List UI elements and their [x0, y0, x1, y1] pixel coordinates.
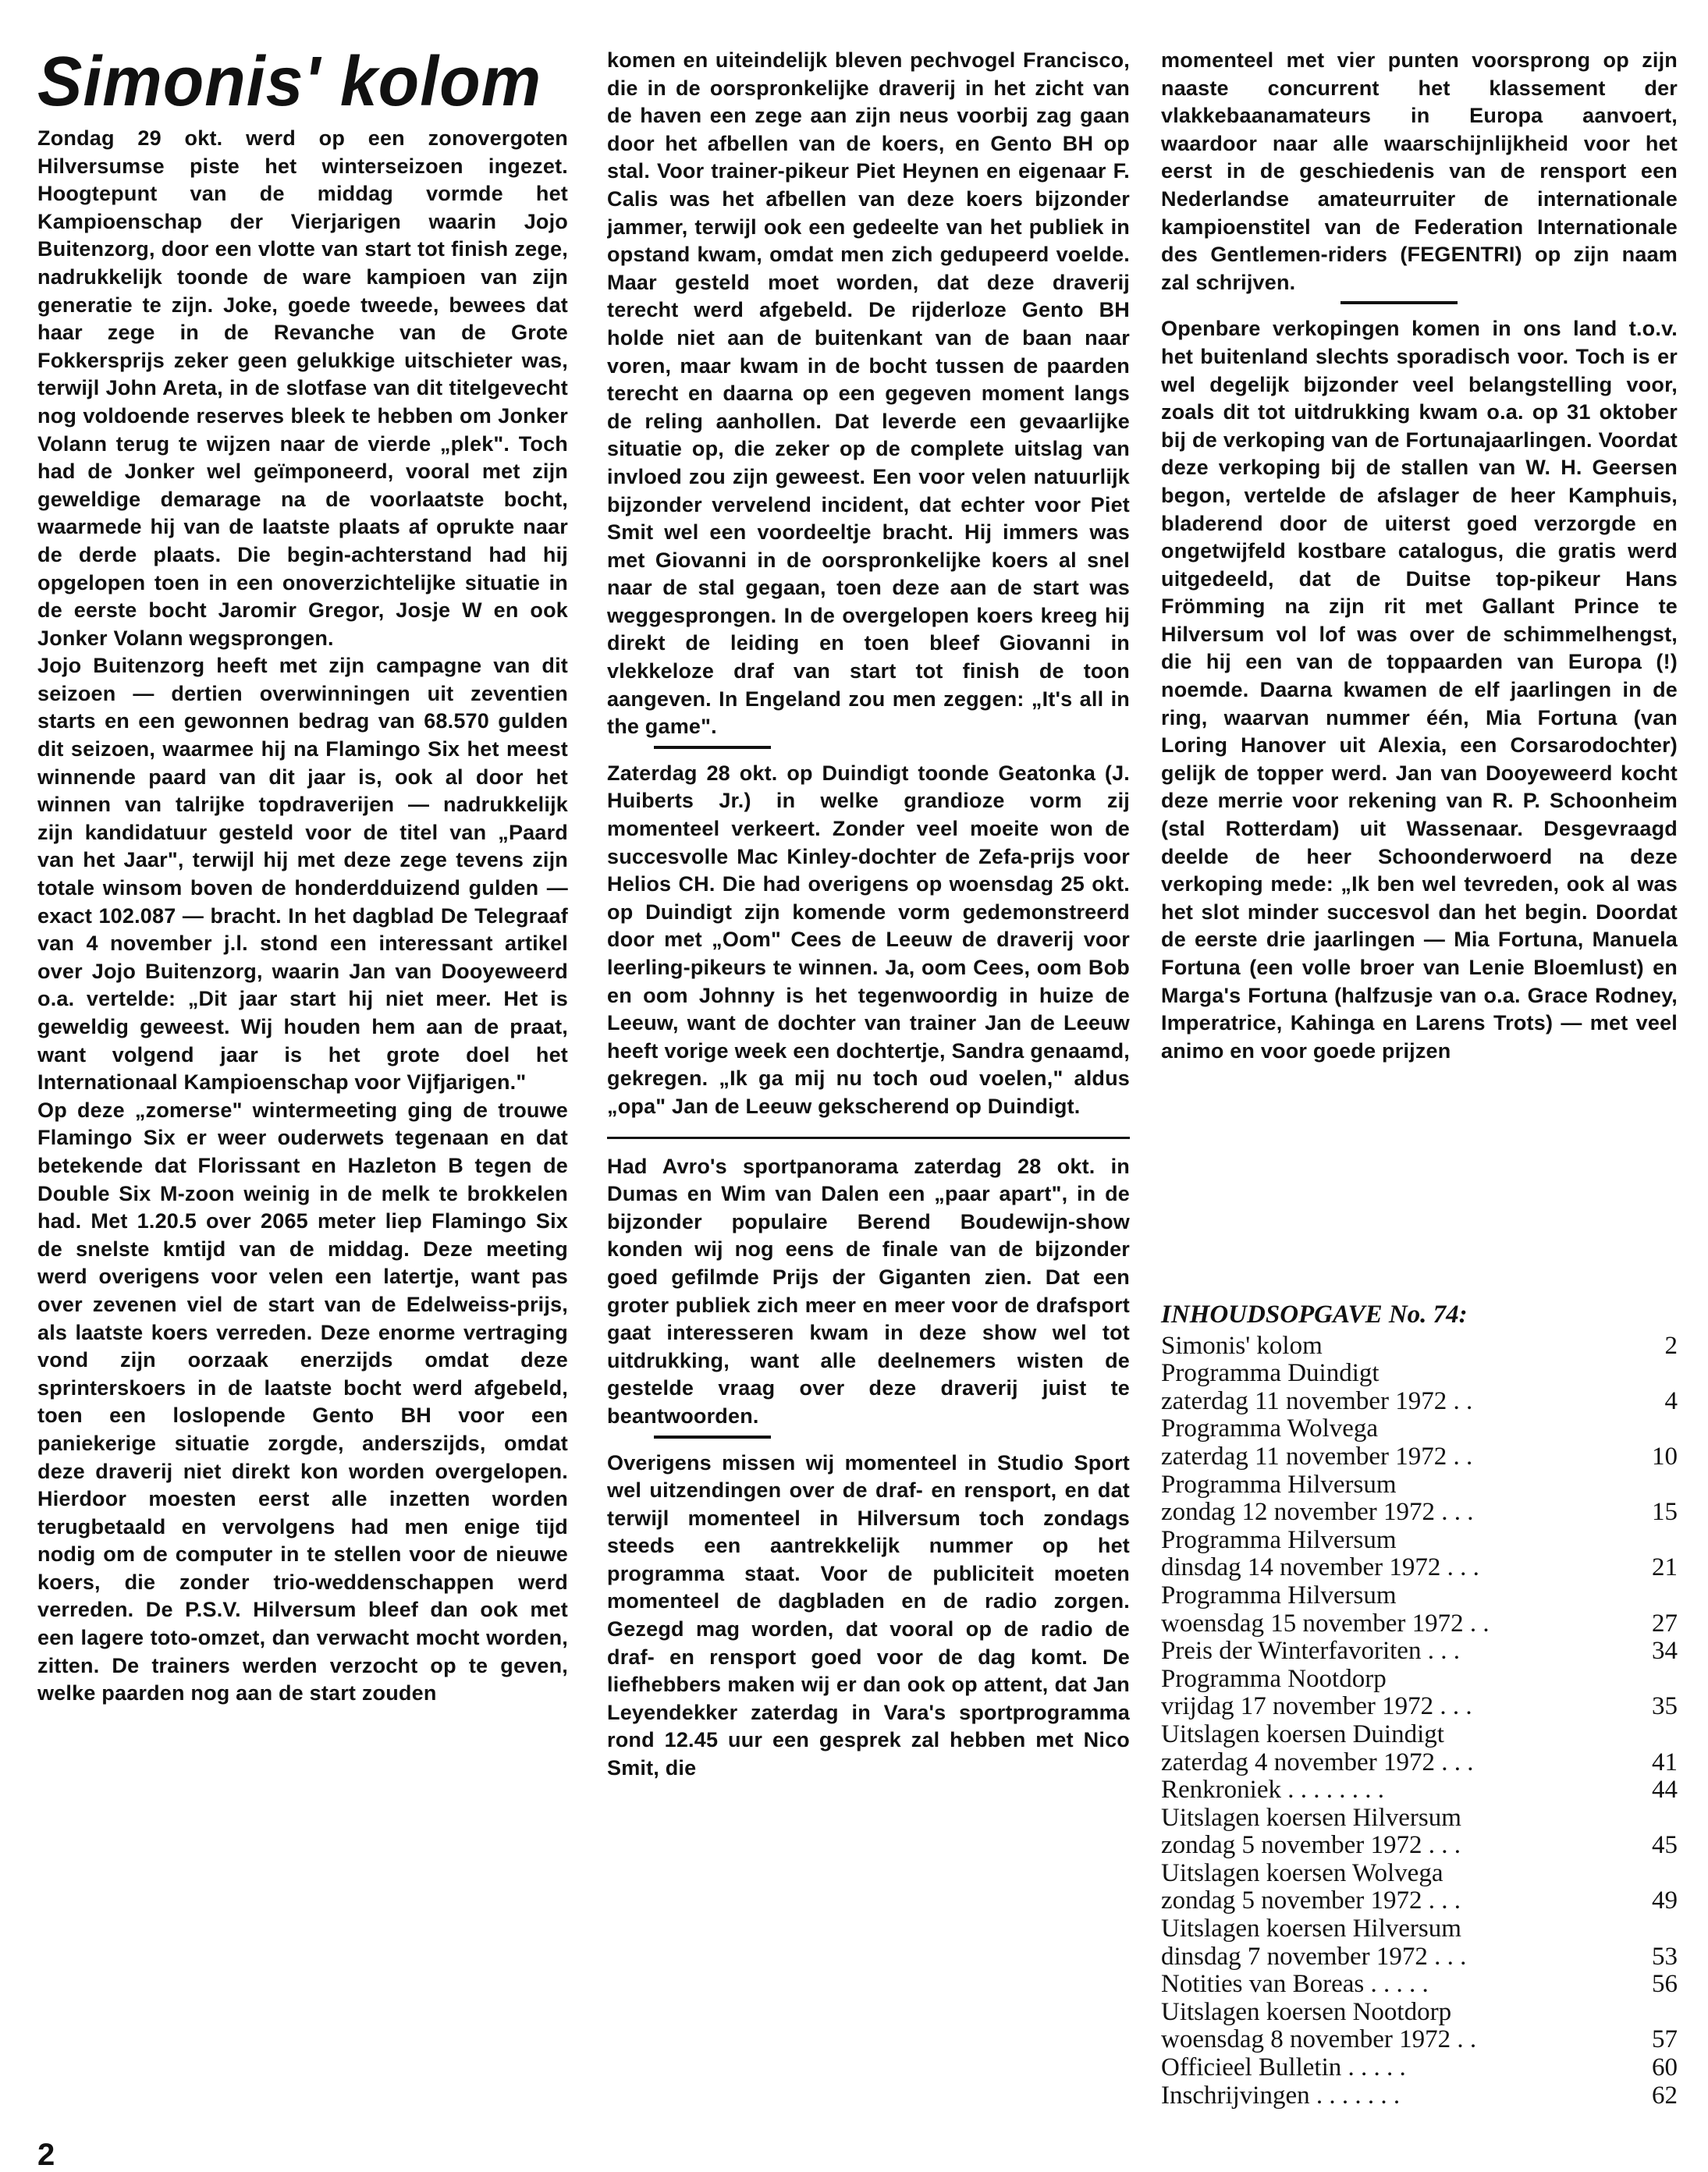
- toc-entry-title: [1161, 1527, 1678, 1555]
- toc-entry-label: Uitslagen koersen Nootdorp: [1161, 1997, 1452, 2026]
- paragraph: Openbare verkopingen komen in ons land t.o.v. het buitenland slechts sporadisch voor. Toch is er wel degelijk bijzonder veel belangstelling voor, zoals dit tot uitdrukking kwam o.a. op 31 oktober bij de verkoping van de Fortunajaarlingen. Voordat deze verkoping bij de stallen van W. H. Geersen begon, vertelde de afslager de heer Kamphuis, bladerend door de uiterst goed verzorgde en ongetwijfeld kostbare catalogus, die gratis werd uitgedeeld, dat de Duitse top-pikeur Hans Frömming na zijn rit met Gallant Prince te Hilversum vol lof was over de schimmelhengst, die hij een van de toppaarden van Europa (!) noemde. Daarna kwamen de elf jaarlingen in de ring, waarvan nummer één, Mia Fortuna (van Loring Hanover uit Alexia, een Corsarodochter) gelijk de topper werd. Jan van Dooyeweerd kocht deze merrie voor rekening van R. P. Schoonheim (stal Rotterdam) uit Wassenaar. Desgevraagd deelde de heer Schoonderwoerd na deze verkoping mede: „Ik ben wel tevreden, ook al was het slot minder succesvol dan het begin. Doordat de eerste drie jaarlingen — Mia Fortuna, Manuela Fortuna (een volle broer van Lenie Bloemlust) en Marga's Fortuna (halfzusje van o.a. Grace Rodney, Imperatrice, Kahinga en Larens Trots) — met veel animo en voor goede prijzen: [1161, 317, 1678, 1063]
- toc-entry: [1161, 2082, 1678, 2110]
- toc-page-number: 27: [1652, 1609, 1678, 1638]
- toc-entry-date: woensdag 8 november 1972 . .: [1161, 2025, 1477, 2054]
- toc-entry-title: [1161, 1860, 1678, 1888]
- toc-page-number: 44: [1652, 1776, 1678, 1805]
- toc-page-number: 53: [1652, 1942, 1678, 1971]
- toc-page-number: 15: [1652, 1498, 1678, 1527]
- toc-page-number: 34: [1652, 1637, 1678, 1666]
- toc-entry-title: [1161, 1915, 1678, 1943]
- toc-entry-date: zondag 12 november 1972 . . .: [1161, 1498, 1474, 1527]
- section-separator: [654, 1436, 771, 1439]
- toc-page-number: 35: [1652, 1692, 1678, 1721]
- toc-entry-date: woensdag 15 november 1972 . .: [1161, 1609, 1490, 1638]
- toc-entry-label: Renkroniek . . . . . . . .: [1161, 1776, 1384, 1805]
- toc-page-number: 10: [1652, 1442, 1678, 1471]
- toc-entry-label: Notities van Boreas . . . . .: [1161, 1970, 1429, 1999]
- toc-entry: [1161, 1610, 1678, 1638]
- toc-entry-label: Inschrijvingen . . . . . . .: [1161, 2081, 1401, 2110]
- toc-entry: [1161, 1693, 1678, 1721]
- article-column-3: [1161, 47, 1678, 1264]
- toc-entry: [1161, 1943, 1678, 1971]
- toc-entry-label: Uitslagen koersen Hilversum: [1161, 1915, 1461, 1943]
- toc-entry: [1161, 2026, 1678, 2054]
- toc-entry-label: Programma Hilversum: [1161, 1581, 1397, 1609]
- toc-entry-label: Programma Duindigt: [1161, 1359, 1380, 1388]
- toc-entry-label: Officieel Bulletin . . . . .: [1161, 2053, 1406, 2082]
- toc-page-number: 56: [1652, 1970, 1678, 1999]
- toc-entry-label: Simonis' kolom: [1161, 1331, 1323, 1360]
- toc-entry-label: Programma Hilversum: [1161, 1470, 1397, 1499]
- toc-entry-label: Uitslagen koersen Wolvega: [1161, 1858, 1443, 1887]
- toc-list: [1161, 1333, 1678, 2110]
- toc-entry-date: vrijdag 17 november 1972 . . .: [1161, 1692, 1472, 1721]
- paragraph: Had Avro's sportpanorama zaterdag 28 okt. in Dumas en Wim van Dalen een „paar apart", in de bijzonder populaire Berend Boudewijn-show konden wij nog eens de finale van de bijzonder goed gefilmde Prijs der Giganten zien. Dat een groter publiek zich meer en meer voor de drafsport gaat interesseren kwam in deze show wel tot uitdrukking, want alle deelnemers wisten de gestelde vraag over deze draverij juist te beantwoorden.: [607, 1154, 1130, 1428]
- toc-entry-label: Programma Hilversum: [1161, 1525, 1397, 1554]
- paragraph: Jojo Buitenzorg heeft met zijn campagne van dit seizoen — dertien overwinningen uit zeventien starts en een gewonnen bedrag van 68.570 gulden dit seizoen, waarmee hij na Flamingo Six het meest winnende paard van dit jaar is, ook al door het winnen van talrijke topdraverijen — nadrukkelijk zijn kandidatuur gesteld voor de titel van „Paard van het Jaar", terwijl hij met deze zege tevens zijn totale winsom boven de honderdduizend gulden — exact 102.087 — bracht. In het dagblad De Telegraaf van 4 november j.l. stond een interessant artikel over Jojo Buitenzorg, waarin Jan van Dooyeweerd o.a. vertelde: „Dit jaar start hij niet meer. Het is geweldig geweest. Wij houden hem aan de praat, want volgend jaar is het grote doel het Internationaal Kampioenschap voor Vijfjarigen.": [37, 654, 568, 1095]
- toc-entry-date: dinsdag 14 november 1972 . . .: [1161, 1553, 1479, 1582]
- toc-entry-date: dinsdag 7 november 1972 . . .: [1161, 1942, 1467, 1971]
- paragraph: Op deze „zomerse" wintermeeting ging de trouwe Flamingo Six er weer ouderwets tegenaan en dat betekende dat Florissant en Hazleton B tegen de Double Six M-zoon weinig in de melk te brokkelen had. Met 1.20.5 over 2065 meter liep Flamingo Six de snelste kmtijd van de middag. Deze meeting werd overigens voor velen een latertje, want pas over zevenen viel de start van de Edelweiss-prijs, als laatste koers verreden. Deze enorme vertraging vond zijn oorzaak enerzijds omdat deze sprinterskoers in de laatste bocht werd afgebeld, toen een loslopende Gento BH voor een paniekerige situatie zorgde, anderszijds, omdat deze draverij niet direkt kon worden overgelopen. Hierdoor moesten eerst alle inzetten worden terugbetaald en vervolgens had men enige tijd nodig om de computer in te stellen voor de nieuwe koers, die zonder trio-weddenschappen werd verreden. De P.S.V. Hilversum bleef dan ook met een lagere toto-omzet, dan verwacht mocht worden, zitten. De trainers werden verzocht op te geven, welke paarden nog aan de start zouden: [37, 1098, 568, 1705]
- toc-entry-title: [1161, 1666, 1678, 1694]
- toc-entry-title: [1161, 1415, 1678, 1443]
- toc-entry: [1161, 1638, 1678, 1666]
- paragraph: Zaterdag 28 okt. op Duindigt toonde Geatonka (J. Huiberts Jr.) in welke grandioze vorm zij momenteel verkeert. Zonder veel moeite won de succesvolle Mac Kinley-dochter de Zefa-prijs voor Helios CH. Die had overigens op woensdag 25 okt. op Duindigt zijn komende vorm gedemonstreerd door met „Oom" Cees de Leeuw de draverij voor leerling-pikeurs te winnen. Ja, oom Cees, oom Bob en oom Johnny is het tegenwoordig in huize de Leeuw, want de dochter van trainer Jan de Leeuw heeft vorige week een dochtertje, Sandra genaamd, gekregen. „Ik ga mij nu toch oud voelen," aldus „opa" Jan de Leeuw gekscherend op Duindigt.: [607, 761, 1130, 1118]
- toc-entry: [1161, 2054, 1678, 2082]
- page-number: 2: [37, 2138, 55, 2172]
- toc-entry-date: zondag 5 november 1972 . . .: [1161, 1886, 1461, 1915]
- article-column-1: [37, 125, 568, 2130]
- paragraph: komen en uiteindelijk bleven pechvogel Francisco, die in de oorspronkelijke draverij in het zicht van de haven een zege aan zijn neus voorbij zag gaan door het afbellen van de koers, en Gento BH op stal. Voor trainer-pikeur Piet Heynen en eigenaar F. Calis was het afbellen van deze koers bijzonder jammer, terwijl ook een gedeelte van het publiek in opstand kwam, omdat men zich gedupeerd voelde. Maar gesteld moet worden, dat deze draverij terecht werd afgebeld. De rijderloze Gento BH holde niet aan de buitenkant van de baan naar voren, maar kwam in de bocht tussen de paarden terecht en daarna op een gegeven moment langs de reling aanhollen. Dat leverde een gevaarlijke situatie op, die zeker op de complete uitslag van invloed zou zijn geweest. Een voor velen natuurlijk bijzonder vervelend incident, dat echter voor Piet Smit wel een voordeeltje bracht. Hij immers was met Giovanni in de oorspronkelijke koers al snel naar de stal gegaan, toen deze aan de start was weggesprongen. In de overgelopen koers kreeg hij direkt de leiding en toen bleef Giovanni in vlekkeloze draf van start tot finish de toon aangeven. In Engeland zou men zeggen: „It's all in the game".: [607, 48, 1130, 739]
- toc-entry: [1161, 1749, 1678, 1777]
- toc-page-number: 57: [1652, 2025, 1678, 2054]
- toc-page-number: 41: [1652, 1748, 1678, 1776]
- toc-page-number: 2: [1664, 1331, 1678, 1360]
- toc-entry: [1161, 1887, 1678, 1915]
- toc-entry-date: zondag 5 november 1972 . . .: [1161, 1831, 1461, 1860]
- toc-entry: [1161, 1971, 1678, 1999]
- toc-entry: [1161, 1443, 1678, 1471]
- toc-entry-date: zaterdag 11 november 1972 . .: [1161, 1386, 1473, 1415]
- section-separator: [654, 746, 771, 749]
- toc-entry-date: zaterdag 11 november 1972 . .: [1161, 1442, 1473, 1471]
- toc-entry-label: Programma Wolvega: [1161, 1414, 1379, 1443]
- toc-entry: [1161, 1333, 1678, 1361]
- toc-entry: [1161, 1776, 1678, 1805]
- paragraph: momenteel met vier punten voorsprong op zijn naaste concurrent het klassement der vlakkebaanamateurs in Europa aanvoert, waardoor naar alle waarschijnlijkheid voor het eerst in de geschiedenis van de rensport een Nederlandse amateurruiter de internationale kampioenstitel van de Federation Internationale des Gentlemen-riders (FEGENTRI) op zijn naam zal schrijven.: [1161, 48, 1678, 294]
- toc-entry-title: [1161, 1721, 1678, 1749]
- toc-entry-title: [1161, 1805, 1678, 1833]
- toc-entry-label: Uitslagen koersen Hilversum: [1161, 1803, 1461, 1832]
- column-title: Simonis' kolom: [37, 42, 542, 121]
- toc-entry: [1161, 1499, 1678, 1527]
- toc-page-number: 21: [1652, 1553, 1678, 1582]
- toc-page-number: 60: [1652, 2053, 1678, 2082]
- article-column-2: [607, 47, 1130, 2130]
- toc-entry-title: [1161, 1582, 1678, 1610]
- toc-entry-title: [1161, 1471, 1678, 1499]
- toc-page-number: 49: [1652, 1886, 1678, 1915]
- section-separator: [1340, 301, 1458, 304]
- toc-entry-label: Uitslagen koersen Duindigt: [1161, 1720, 1444, 1748]
- toc-page-number: 45: [1652, 1831, 1678, 1860]
- toc-entry-title: [1161, 1999, 1678, 2027]
- toc-entry-label: Preis der Winterfavoriten . . .: [1161, 1637, 1460, 1666]
- toc-entry-title: [1161, 1360, 1678, 1388]
- toc-entry: [1161, 1554, 1678, 1582]
- toc-entry: [1161, 1388, 1678, 1416]
- table-of-contents: [1161, 1301, 1678, 2110]
- paragraph: Overigens missen wij momenteel in Studio Sport wel uitzendingen over de draf- en rensport, en dat terwijl momenteel in Hilversum toch zondags steeds een aantrekkelijk nummer op het programma staat. Voor de publiciteit moeten momenteel de dagbladen en de radio zorgen. Gezegd mag worden, dat vooral op de radio de draf- en rensport goed voor de dag komt. De liefhebbers maken wij er dan ook op attent, dat Jan Leyendekker zaterdag in Vara's sportprogramma rond 12.45 uur een gesprek zal hebben met Nico Smit, die: [607, 1450, 1130, 1780]
- toc-entry-date: zaterdag 4 november 1972 . . .: [1161, 1748, 1474, 1776]
- toc-entry: [1161, 1832, 1678, 1860]
- toc-entry-label: Programma Nootdorp: [1161, 1664, 1387, 1693]
- toc-page-number: 62: [1652, 2081, 1678, 2110]
- section-rule: [607, 1137, 1130, 1139]
- toc-heading: INHOUDSOPGAVE No. 74:: [1161, 1301, 1468, 1329]
- paragraph: Zondag 29 okt. werd op een zonovergoten Hilversumse piste het winterseizoen ingezet. Hoogtepunt van de middag vormde het Kampioenschap der Vierjarigen waarin Jojo Buitenzorg, door een vlotte van start tot finish zege, nadrukkelijk toonde de ware kampioen van zijn generatie te zijn. Joke, goede tweede, bewees dat haar zege in de Revanche van de Grote Fokkersprijs zeker geen gelukkige uitschieter was, terwijl John Areta, in de slotfase van dit titelgevecht nog voldoende reserves bleek te hebben om Jonker Volann terug te wijzen naar de vierde „plek". Toch had de Jonker wel geïmponeerd, vooral met zijn geweldige demarage na de voorlaatste bocht, waarmede hij van de laatste plaats af oprukte naar de derde plaats. Die begin-achterstand had hij opgelopen toen in een onoverzichtelijke situatie in de eerste bocht Jaromir Gregor, Josje W en ook Jonker Volann wegsprongen.: [37, 126, 568, 650]
- toc-page-number: 4: [1664, 1386, 1678, 1415]
